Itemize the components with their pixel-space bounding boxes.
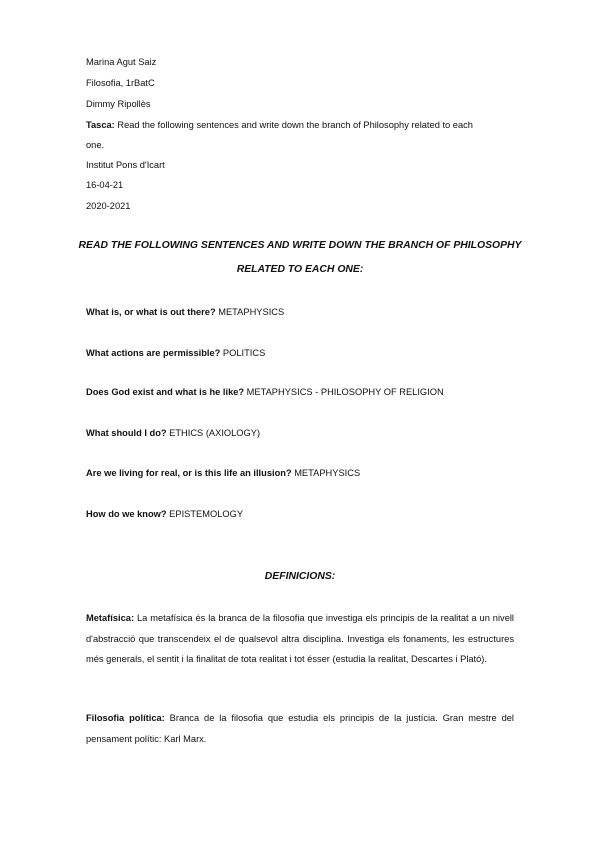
task-text-continued: one. [86,140,105,150]
course-name: Filosofia, 1rBatC [86,78,155,88]
definition-term: Filosofia política: [86,713,165,723]
definition-text: La metafísica és la branca de la filosofia que investiga els principis de la realitat a un nivell d'abstracció que transcendeix el de qualsevol altra disciplina. Investiga els fonaments, les estructures més generals, el sentit i la finalitat de tota realitat i tot ésser (estudia la realitat, Descartes i Plató). [86,613,514,664]
definition-term: Metafísica: [86,613,135,623]
main-title-line-1: READ THE FOLLOWING SENTENCES AND WRITE DOWN THE BRANCH OF PHILOSOPHY [78,240,522,251]
school-name: Institut Pons d'Icart [86,160,165,170]
task-line [86,120,473,130]
teacher-name: Dimmy Ripollès [86,99,151,109]
task-label: Tasca: [86,120,115,130]
answer-text: EPISTEMOLOGY [166,509,244,519]
definition-text: Branca de la filosofia que estudia els principis de la justícia. Gran mestre del pensament polític: Karl Marx. [86,713,514,744]
question-item [86,307,284,317]
question-item [86,509,243,519]
question-text: How do we know? [86,509,167,519]
question-text: What should I do? [86,428,167,438]
question-item [86,468,360,478]
task-text: Read the following sentences and write down the branch of Philosophy related to each [114,120,473,130]
school-year: 2020-2021 [86,201,131,211]
answer-text: METAPHYSICS [291,468,361,478]
question-text: Does God exist and what is he like? [86,387,245,397]
main-title-line-2: RELATED TO EACH ONE: [236,264,364,275]
date: 16-04-21 [86,180,124,190]
definition-paragraph [86,608,514,670]
answer-text: METAPHYSICS [215,307,285,317]
question-text: Are we living for real, or is this life an illusion? [86,468,292,478]
definition-paragraph [86,708,514,749]
question-item [86,428,260,438]
answer-text: ETHICS (AXIOLOGY) [166,428,261,438]
question-text: What actions are permissible? [86,348,221,358]
answer-text: METAPHYSICS - PHILOSOPHY OF RELIGION [244,387,444,397]
question-item [86,387,444,397]
answer-text: POLITICS [220,348,266,358]
author-name: Marina Agut Saiz [86,57,157,67]
question-item [86,348,265,358]
question-text: What is, or what is out there? [86,307,216,317]
definitions-title: DEFINICIONS: [264,571,336,582]
